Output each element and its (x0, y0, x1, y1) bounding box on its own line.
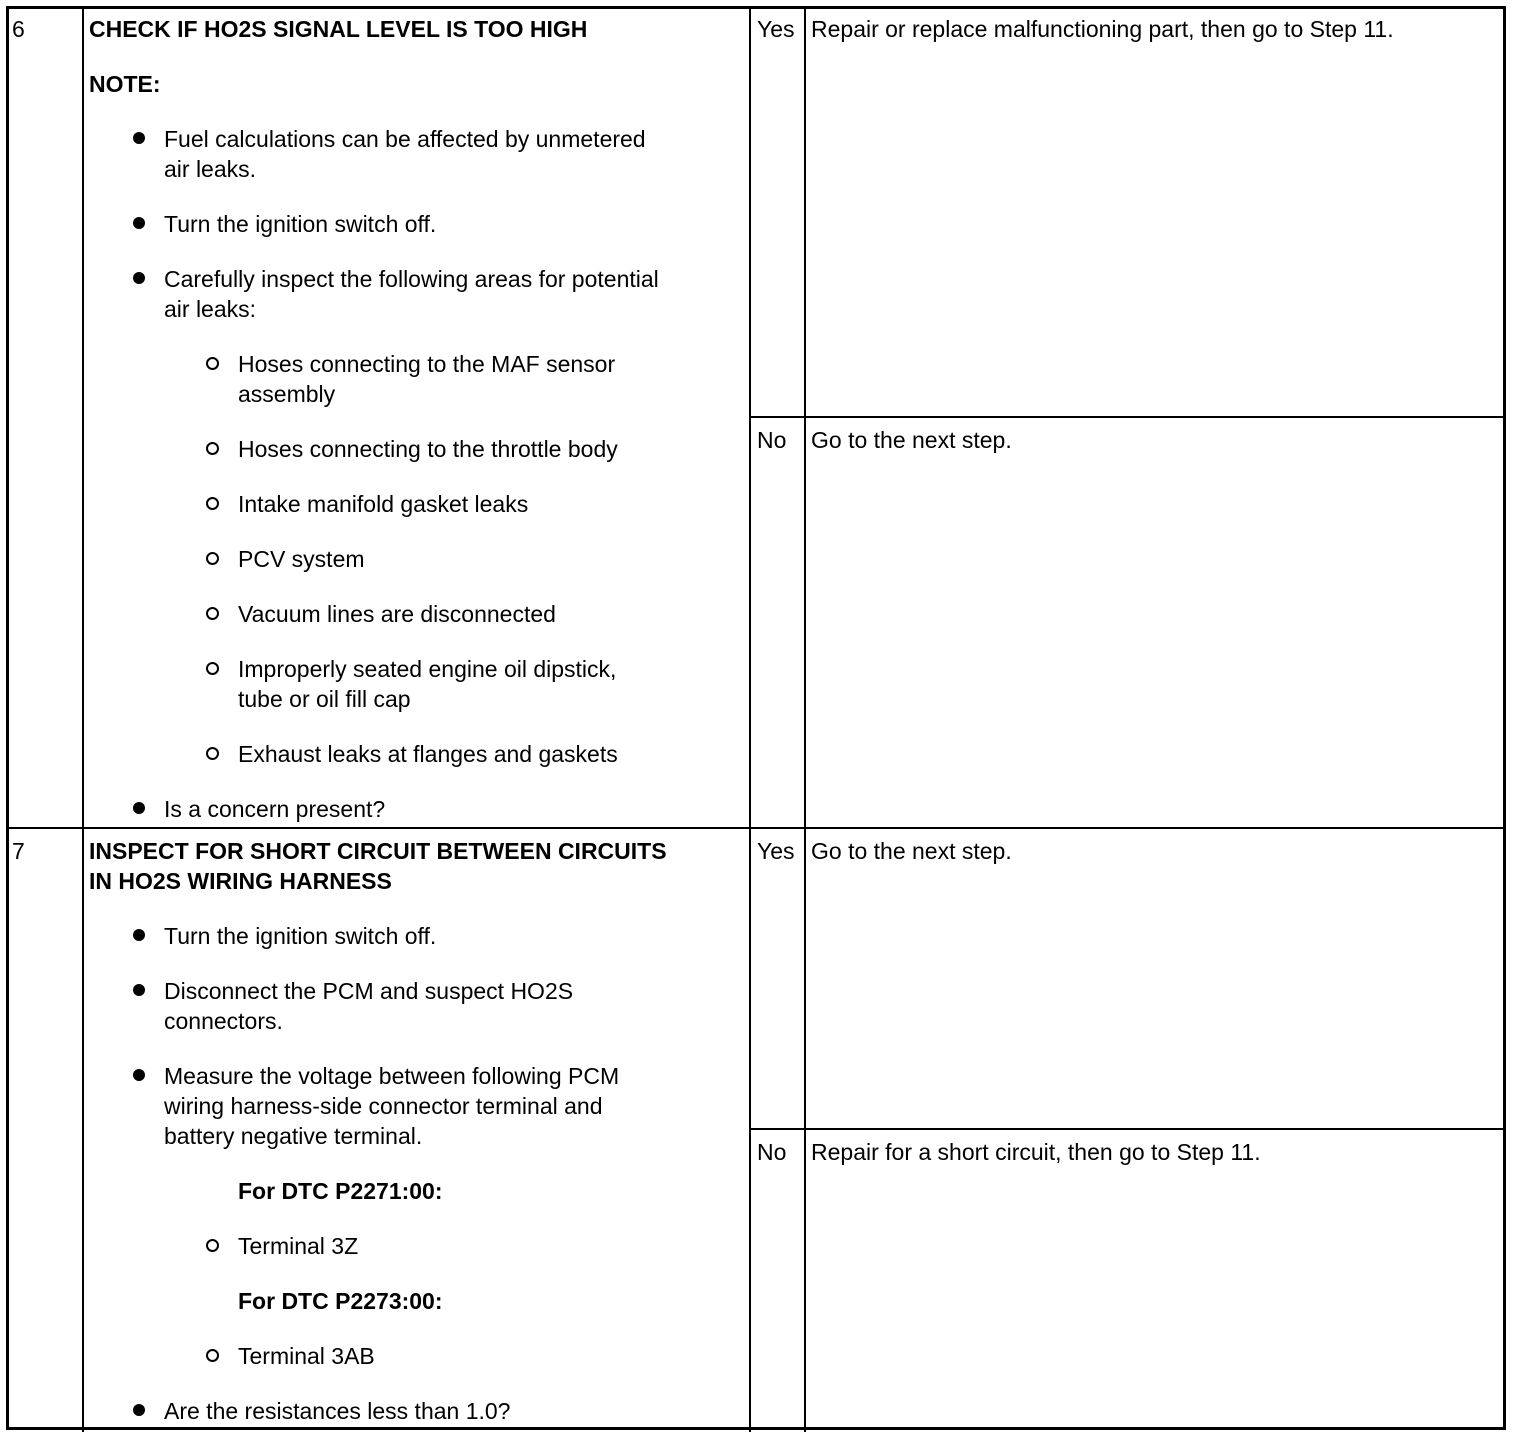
sub-bullet-text: tube or oil fill cap (238, 686, 411, 712)
row-divider-step7-yes-no (749, 1128, 1505, 1130)
sub-bullet-text: Hoses connecting to the MAF sensor (238, 351, 616, 377)
bullet-text: Carefully inspect the following areas for potential (164, 266, 659, 292)
bullet-icon (133, 984, 145, 996)
terminal-text: Terminal 3AB (238, 1343, 375, 1369)
bullet-text: air leaks: (164, 296, 257, 322)
bullet-text: Measure the voltage between following PCM (164, 1063, 620, 1089)
column-divider-result (804, 6, 806, 1432)
question-text: Are the resistances less than 1.0? (164, 1398, 511, 1424)
step-title: IN HO2S WIRING HARNESS (89, 868, 392, 894)
dtc-label: For DTC P2273:00: (238, 1288, 443, 1314)
sub-bullet-icon (206, 357, 219, 370)
bullet-icon (133, 1404, 145, 1416)
row-divider-step6-yes-no (749, 416, 1505, 418)
sub-bullet-text: Hoses connecting to the throttle body (238, 436, 618, 462)
no-action: Repair for a short circuit, then go to Step 11. (811, 1139, 1261, 1165)
bullet-text: Turn the ignition switch off. (164, 923, 437, 949)
bullet-text: connectors. (164, 1008, 283, 1034)
bullet-text: Fuel calculations can be affected by unmetered (164, 126, 646, 152)
note-label: NOTE: (89, 71, 161, 97)
sub-bullet-text: Improperly seated engine oil dipstick, (238, 656, 617, 682)
dtc-label: For DTC P2271:00: (238, 1178, 443, 1204)
yes-label: Yes (757, 838, 795, 864)
row-divider-step6-step7 (6, 827, 1506, 829)
step-number: 7 (12, 838, 25, 864)
no-label: No (757, 1139, 787, 1165)
column-divider-action (749, 6, 751, 1432)
yes-action: Repair or replace malfunctioning part, then go to Step 11. (811, 16, 1394, 42)
no-label: No (757, 427, 787, 453)
bullet-icon (133, 132, 145, 144)
sub-bullet-icon (206, 497, 219, 510)
sub-bullet-icon (206, 607, 219, 620)
sub-bullet-icon (206, 1239, 219, 1252)
step-title: CHECK IF HO2S SIGNAL LEVEL IS TOO HIGH (89, 16, 588, 42)
step-number: 6 (12, 16, 25, 42)
sub-bullet-text: PCV system (238, 546, 365, 572)
sub-bullet-icon (206, 1349, 219, 1362)
sub-bullet-icon (206, 442, 219, 455)
yes-label: Yes (757, 16, 795, 42)
bullet-icon (133, 929, 145, 941)
bullet-icon (133, 1069, 145, 1081)
sub-bullet-text: Exhaust leaks at flanges and gaskets (238, 741, 618, 767)
sub-bullet-icon (206, 552, 219, 565)
sub-bullet-text: Vacuum lines are disconnected (238, 601, 556, 627)
sub-bullet-icon (206, 747, 219, 760)
sub-bullet-icon (206, 662, 219, 675)
terminal-text: Terminal 3Z (238, 1233, 359, 1259)
bullet-text: wiring harness-side connector terminal and (164, 1093, 603, 1119)
step-title: INSPECT FOR SHORT CIRCUIT BETWEEN CIRCUITS (89, 838, 667, 864)
sub-bullet-text: assembly (238, 381, 336, 407)
bullet-text: air leaks. (164, 156, 257, 182)
question-text: Is a concern present? (164, 796, 386, 822)
yes-action: Go to the next step. (811, 838, 1012, 864)
bullet-icon (133, 272, 145, 284)
sub-bullet-text: Intake manifold gasket leaks (238, 491, 529, 517)
column-divider-step (82, 6, 84, 1432)
bullet-icon (133, 802, 145, 814)
bullet-text: battery negative terminal. (164, 1123, 423, 1149)
bullet-text: Turn the ignition switch off. (164, 211, 437, 237)
no-action: Go to the next step. (811, 427, 1012, 453)
bullet-icon (133, 217, 145, 229)
bullet-text: Disconnect the PCM and suspect HO2S (164, 978, 574, 1004)
